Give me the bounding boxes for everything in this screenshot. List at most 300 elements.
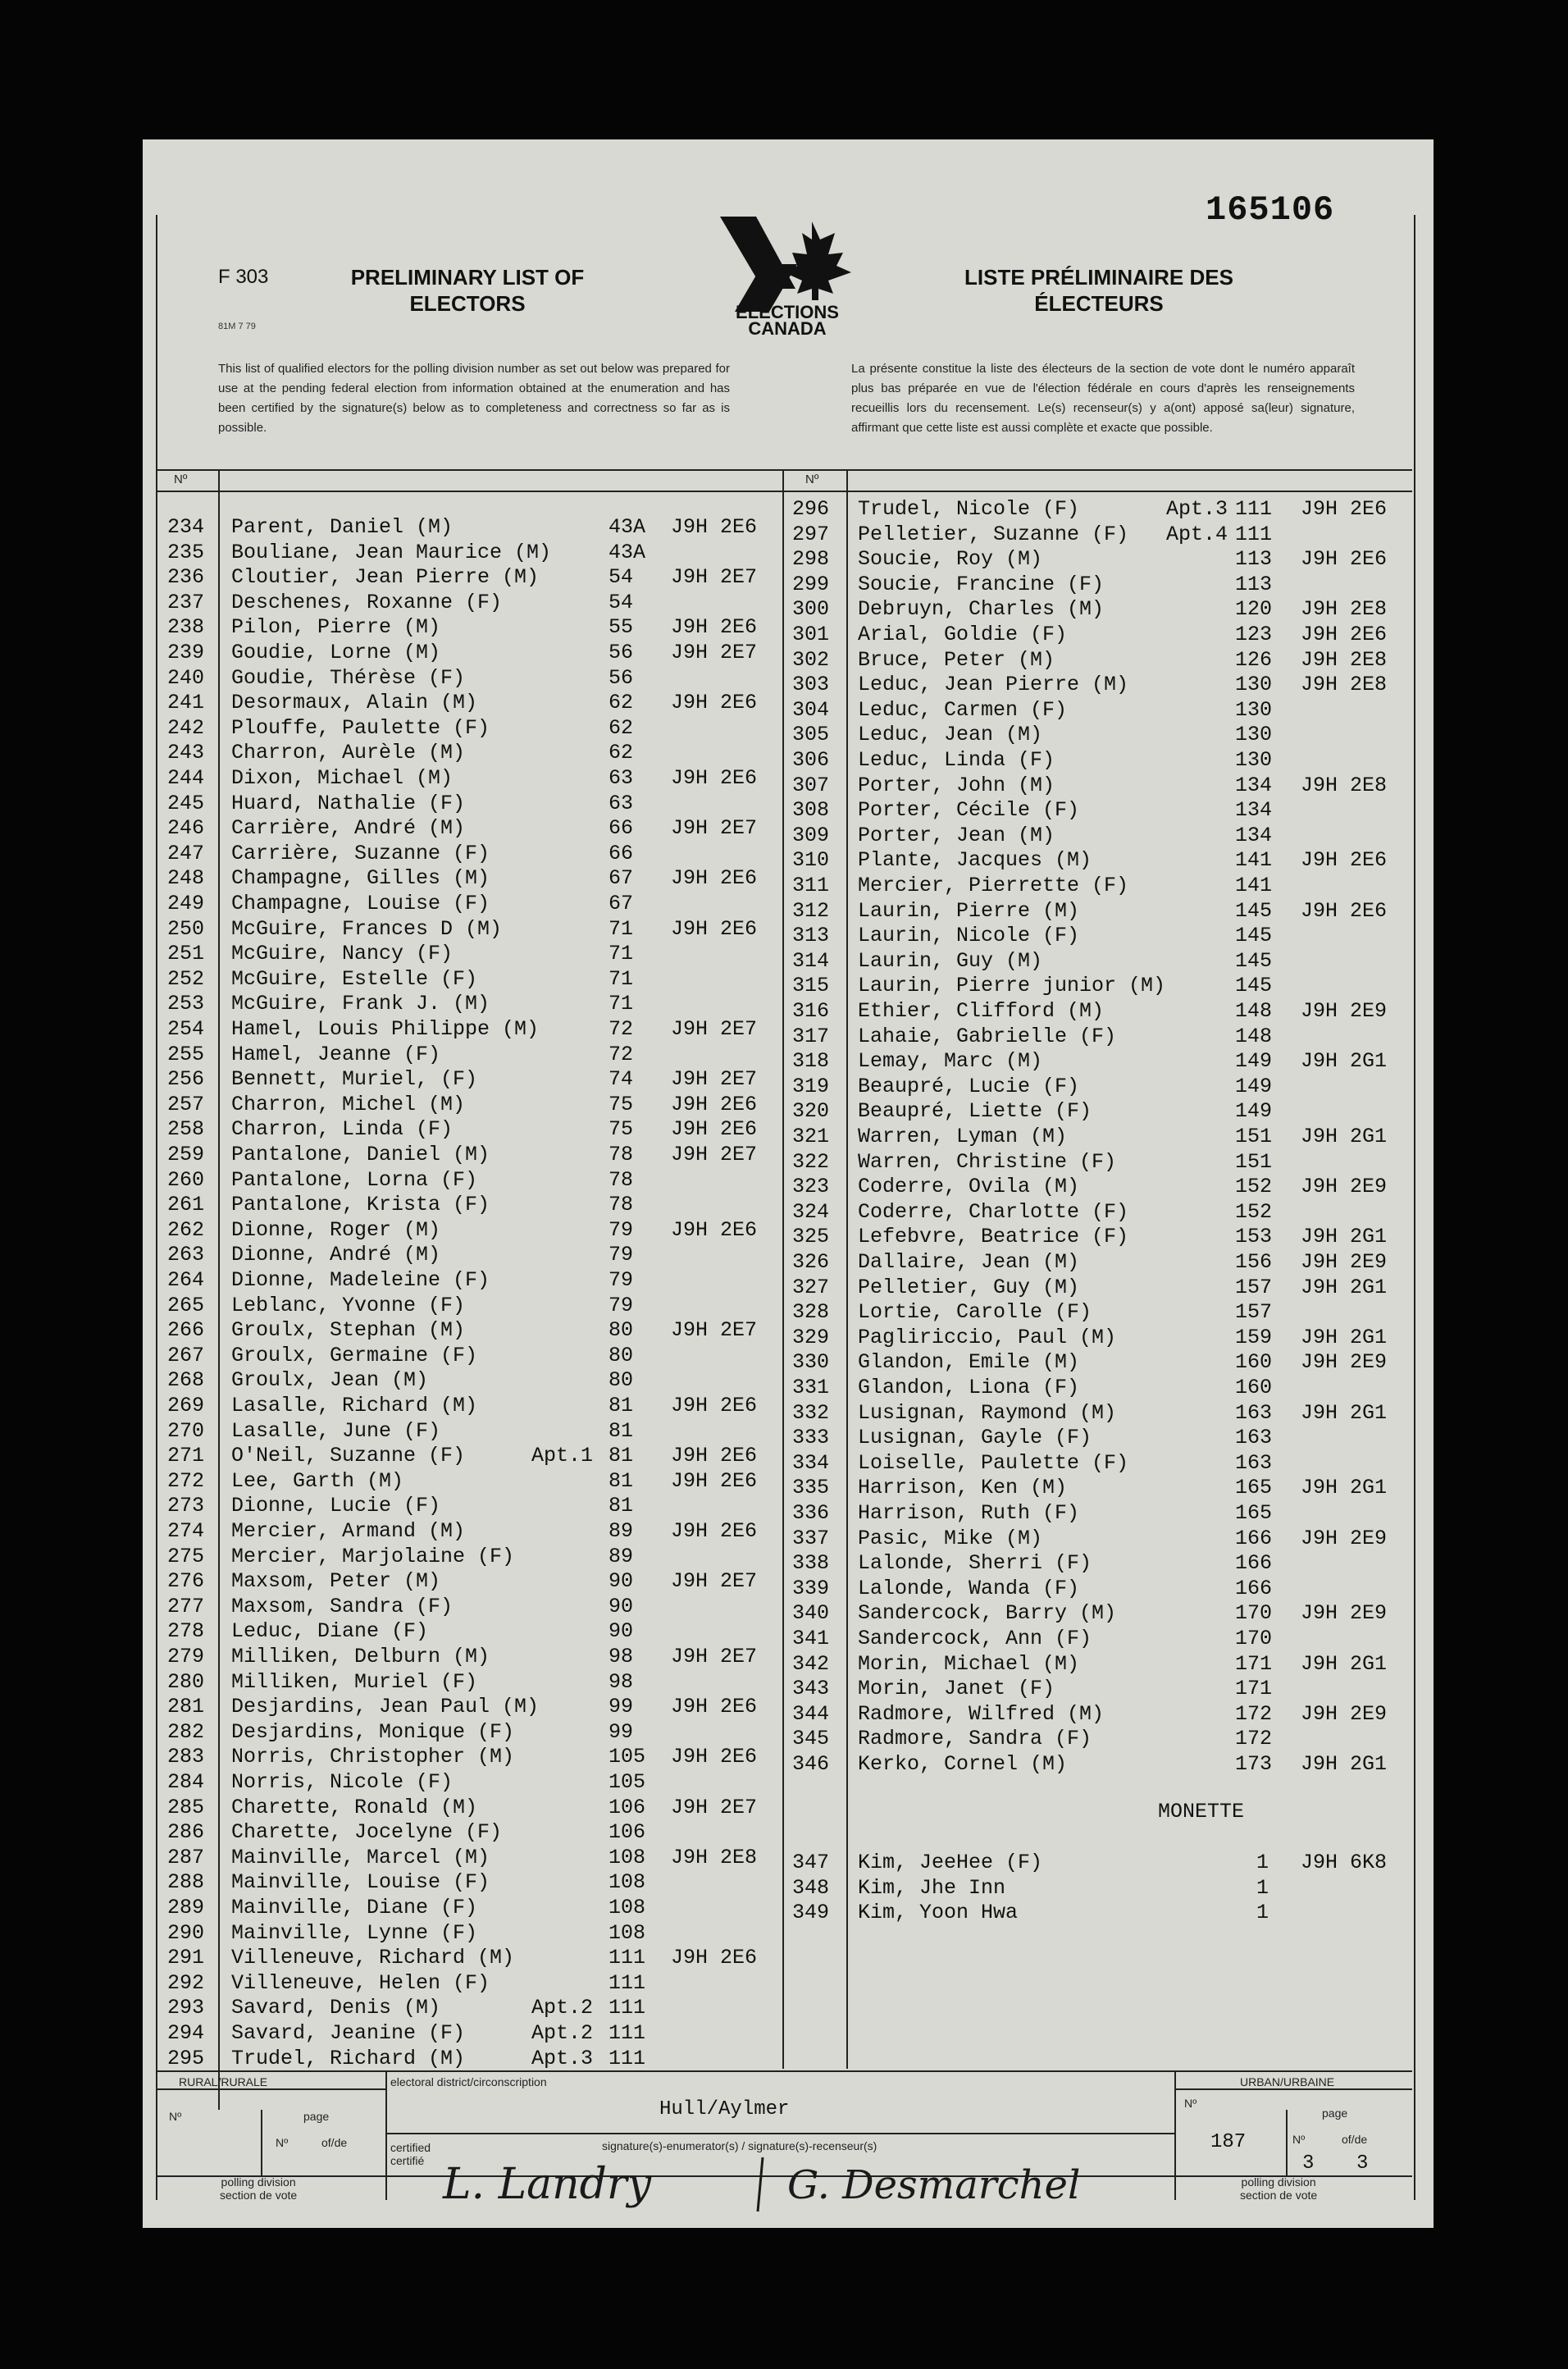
elector-name: Savard, Denis (M) [231,1996,441,2020]
elector-civic: 134 [1235,773,1273,797]
elector-no: 266 [167,1318,205,1343]
elector-no: 246 [167,816,205,841]
elector-postal: J9H 2G1 [1301,1325,1388,1349]
elector-civic: 98 [609,1669,634,1694]
elector-no: 336 [792,1501,830,1525]
elector-name: Lasalle, Richard (M) [231,1394,478,1417]
elector-civic: 72 [609,1017,634,1041]
elector-no: 338 [792,1551,830,1576]
elector-name: Leduc, Carmen (F) [858,697,1068,722]
elector-civic: 130 [1235,748,1273,772]
elector-civic: 148 [1235,1024,1273,1048]
elector-civic: 130 [1235,697,1273,722]
elector-no: 334 [792,1450,830,1475]
elector-name: Maxsom, Sandra (F) [231,1594,454,1618]
elector-civic: 166 [1235,1576,1273,1600]
elector-name: Bruce, Peter (M) [858,647,1055,672]
elector-name: Desjardins, Jean Paul (M) [231,1695,540,1719]
elector-civic: 151 [1235,1125,1273,1148]
elector-civic: 43A [609,540,646,564]
elector-postal: J9H 2G1 [1301,1275,1388,1299]
elector-civic: 71 [609,992,634,1016]
elector-postal: J9H 2E9 [1301,1350,1388,1375]
elector-name: Dallaire, Jean (M) [858,1250,1080,1274]
elector-name: Mainville, Lynne (F) [231,1920,478,1945]
elector-no: 319 [792,1074,830,1098]
elector-name: Laurin, Guy (M) [858,948,1043,973]
elector-name: Charron, Michel (M) [231,1092,466,1116]
elector-postal: J9H 2G1 [1301,1476,1388,1500]
elector-no: 242 [167,715,205,740]
elector-civic: 141 [1235,848,1273,873]
elector-no: 248 [167,866,205,891]
rural-page-label: page [303,2110,330,2123]
elector-name: Lusignan, Raymond (M) [858,1400,1117,1425]
elector-name: Groulx, Stephan (M) [231,1318,466,1343]
elector-civic: 145 [1235,948,1273,973]
elector-civic: 106 [609,1795,646,1819]
elector-postal: J9H 2E6 [671,766,758,790]
elector-name: Groulx, Germaine (F) [231,1343,478,1367]
elector-civic: 166 [1235,1526,1273,1550]
right-header-top-rule [782,469,1412,471]
elector-name: Trudel, Nicole (F) [858,497,1080,521]
elector-postal: J9H 2E6 [671,615,758,640]
elector-civic: 81 [609,1418,634,1443]
elector-civic: 56 [609,641,634,664]
elector-name: Mercier, Armand (M) [231,1519,466,1543]
left-number-header: Nº [174,472,188,486]
urban-page-label: page [1322,2107,1348,2120]
elector-civic: 111 [609,2046,646,2070]
elector-civic: 75 [609,1117,634,1142]
elector-no: 244 [167,766,205,790]
elector-name: Laurin, Pierre (M) [858,898,1080,923]
elector-no: 286 [167,1820,205,1845]
elector-no: 241 [167,691,205,715]
elector-no: 292 [167,1970,205,1995]
elector-postal: J9H 2E9 [1301,1701,1388,1726]
polling-division-number: 187 [1210,2131,1247,2153]
footer-top-rule [156,2070,1412,2072]
elector-postal: J9H 2E7 [671,1067,758,1092]
elector-civic: 111 [609,1996,646,2020]
elector-postal: J9H 2E6 [671,1519,758,1543]
elector-no: 271 [167,1444,205,1468]
elector-civic: 89 [609,1519,634,1543]
elector-no: 289 [167,1896,205,1919]
elector-civic: 99 [609,1695,634,1719]
urban-page-no-label: Nº [1292,2133,1306,2146]
elector-no: 252 [167,966,205,991]
elector-civic: 113 [1235,572,1273,596]
elector-postal: J9H 2E6 [671,1394,758,1417]
elector-no: 324 [792,1199,830,1224]
elector-no: 311 [792,874,830,897]
elector-no: 325 [792,1225,830,1249]
elector-no: 247 [167,841,205,865]
elector-civic: 71 [609,942,634,966]
elector-no: 309 [792,823,830,847]
elector-name: Bouliane, Jean Maurice (M) [231,540,552,564]
elector-no: 268 [167,1368,205,1393]
elector-no: 318 [792,1049,830,1074]
elector-name: Pagliriccio, Paul (M) [858,1325,1117,1349]
elector-no: 285 [167,1795,205,1819]
elector-name: McGuire, Nancy (F) [231,942,454,966]
elector-apt: Apt.4 [1166,522,1228,546]
elector-no: 329 [792,1325,830,1349]
elector-name: Charron, Aurèle (M) [231,741,466,765]
elector-no: 255 [167,1042,205,1066]
elector-no: 340 [792,1601,830,1626]
elector-civic: 56 [609,665,634,690]
elector-civic: 81 [609,1444,634,1468]
header-bottom-rule [156,491,1412,492]
elector-civic: 134 [1235,823,1273,847]
elector-civic: 123 [1235,623,1273,646]
elector-civic: 78 [609,1193,634,1217]
elector-civic: 171 [1235,1677,1273,1701]
elector-civic: 157 [1235,1275,1273,1299]
elector-no: 303 [792,673,830,697]
elector-civic: 80 [609,1343,634,1367]
elector-name: Kim, Yoon Hwa [858,1901,1019,1925]
rural-label: RURAL/RURALE [179,2075,268,2088]
elector-postal: J9H 2E6 [671,1695,758,1719]
elector-postal: J9H 2E7 [671,1795,758,1819]
elector-postal: J9H 2E7 [671,1318,758,1343]
elector-no: 280 [167,1669,205,1694]
elector-name: Lemay, Marc (M) [858,1049,1043,1074]
elector-no: 298 [792,547,830,572]
elector-civic: 111 [609,2021,646,2045]
elector-name: Beaupré, Liette (F) [858,1099,1092,1124]
elector-civic: 66 [609,816,634,841]
elector-civic: 108 [609,1920,646,1945]
elector-civic: 81 [609,1468,634,1493]
elector-no: 335 [792,1476,830,1500]
elector-civic: 81 [609,1494,634,1518]
elector-civic: 90 [609,1619,634,1644]
elector-no: 283 [167,1745,205,1769]
elector-civic: 126 [1235,647,1273,672]
elector-civic: 1 [1256,1901,1269,1925]
elector-no: 270 [167,1418,205,1443]
elector-no: 253 [167,992,205,1016]
elector-name: Radmore, Wilfred (M) [858,1701,1105,1726]
elector-civic: 43A [609,515,646,539]
elector-name: Leduc, Jean Pierre (M) [858,673,1129,697]
elector-name: Porter, Jean (M) [858,823,1055,847]
elector-postal: J9H 6K8 [1301,1851,1388,1874]
center-column-divider [782,469,784,2069]
elector-civic: 170 [1235,1627,1273,1650]
elector-civic: 75 [609,1092,634,1116]
elector-civic: 172 [1235,1701,1273,1726]
elector-postal: J9H 2E6 [671,866,758,891]
elector-civic: 145 [1235,924,1273,948]
page-total: 3 [1356,2152,1369,2175]
elector-name: Lalonde, Sherri (F) [858,1551,1092,1576]
elector-name: Arial, Goldie (F) [858,623,1068,646]
elector-name: Parent, Daniel (M) [231,515,454,539]
elector-no: 346 [792,1752,830,1776]
elector-name: Lee, Garth (M) [231,1468,404,1493]
elector-no: 269 [167,1394,205,1417]
elector-name: Plante, Jacques (M) [858,848,1092,873]
elector-civic: 1 [1256,1851,1269,1874]
elector-civic: 172 [1235,1727,1273,1751]
elector-civic: 166 [1235,1551,1273,1576]
elector-no: 245 [167,791,205,815]
elector-name: Pantalone, Lorna (F) [231,1167,478,1192]
elector-no: 331 [792,1376,830,1399]
elector-name: Porter, Cécile (F) [858,798,1080,823]
elector-no: 235 [167,540,205,564]
elector-civic: 79 [609,1217,634,1242]
elector-civic: 111 [1235,497,1273,521]
form-print-code: 81M 7 79 [218,322,256,331]
elector-no: 239 [167,641,205,664]
elector-civic: 108 [609,1896,646,1919]
elector-postal: J9H 2G1 [1301,1752,1388,1776]
elector-no: 301 [792,623,830,646]
elector-civic: 55 [609,615,634,640]
elector-name: Goudie, Thérèse (F) [231,665,466,690]
rural-page-no-label: Nº [276,2136,289,2149]
elector-no: 299 [792,572,830,596]
elector-name: Lalonde, Wanda (F) [858,1576,1080,1600]
elector-no: 262 [167,1217,205,1242]
elector-no: 276 [167,1569,205,1594]
elector-civic: 130 [1235,723,1273,747]
elector-no: 278 [167,1619,205,1644]
elector-name: Dionne, Roger (M) [231,1217,441,1242]
elector-postal: J9H 2E6 [671,1946,758,1970]
elector-name: Ethier, Clifford (M) [858,999,1105,1023]
elector-no: 250 [167,916,205,941]
elector-name: Debruyn, Charles (M) [858,597,1105,622]
left-header-top-rule [156,469,846,471]
elector-postal: J9H 2G1 [1301,1225,1388,1249]
elector-name: Kerko, Cornel (M) [858,1752,1068,1776]
elector-name: Kim, JeeHee (F) [858,1851,1043,1874]
elector-name: Mercier, Pierrette (F) [858,874,1129,897]
elector-no: 304 [792,697,830,722]
elector-civic: 79 [609,1268,634,1292]
elector-name: Soucie, Francine (F) [858,572,1105,596]
elector-name: Warren, Christine (F) [858,1149,1117,1174]
elector-name: Laurin, Nicole (F) [858,924,1080,948]
elector-name: Villeneuve, Helen (F) [231,1970,490,1995]
elector-no: 279 [167,1645,205,1668]
elector-no: 327 [792,1275,830,1299]
elector-postal: J9H 2E6 [671,1745,758,1769]
elector-name: Carrière, Suzanne (F) [231,841,490,865]
elector-civic: 153 [1235,1225,1273,1249]
elector-no: 349 [792,1901,830,1925]
elector-postal: J9H 2G1 [1301,1400,1388,1425]
elector-name: McGuire, Estelle (F) [231,966,478,991]
elector-civic: 159 [1235,1325,1273,1349]
elector-postal: J9H 2E6 [671,1444,758,1468]
elector-postal: J9H 2E6 [671,916,758,941]
elector-name: Mainville, Diane (F) [231,1896,478,1919]
elector-no: 300 [792,597,830,622]
elector-name: Cloutier, Jean Pierre (M) [231,565,540,590]
elector-no: 272 [167,1468,205,1493]
elector-civic: 149 [1235,1049,1273,1074]
elector-civic: 165 [1235,1476,1273,1500]
elector-postal: J9H 2G1 [1301,1125,1388,1148]
elector-no: 295 [167,2046,205,2070]
logo-text-canada: CANADA [748,318,827,338]
elector-name: Kim, Jhe Inn [858,1875,1006,1900]
elector-name: Lusignan, Gayle (F) [858,1426,1092,1450]
elector-postal: J9H 2E7 [671,1017,758,1041]
signature-1: L. Landry [443,2160,652,2209]
elector-civic: 106 [609,1820,646,1845]
elector-civic: 130 [1235,673,1273,697]
elector-postal: J9H 2E7 [671,1645,758,1668]
elector-name: Pantalone, Krista (F) [231,1193,490,1217]
elector-no: 257 [167,1092,205,1116]
elector-name: Leblanc, Yvonne (F) [231,1293,466,1317]
intro-french: La présente constitue la liste des électeurs de la section de vote dont le numéro apparaît plus bas préparée en vue de l'élection fédérale en cours d'après les renseignements recueillis lors du recensement. Le(s) recenseur(s) y a(ont) apposé sa(leur) signature, affirmant que cette liste est aussi complète et exacte que possible. [851,362,1355,435]
elector-civic: 152 [1235,1199,1273,1224]
elector-name: Hamel, Jeanne (F) [231,1042,441,1066]
elector-no: 265 [167,1293,205,1317]
elector-civic: 89 [609,1544,634,1568]
elector-civic: 152 [1235,1175,1273,1199]
rural-divider [385,2070,387,2200]
elector-name: Charron, Linda (F) [231,1117,454,1142]
elector-name: Lefebvre, Beatrice (F) [858,1225,1129,1249]
rural-polling-label: polling division section de vote [220,2175,298,2202]
elector-name: Beaupré, Lucie (F) [858,1074,1080,1098]
elector-no: 249 [167,892,205,915]
urban-no-label: Nº [1184,2097,1197,2110]
elector-civic: 79 [609,1293,634,1317]
elector-name: Coderre, Ovila (M) [858,1175,1080,1199]
elector-civic: 163 [1235,1426,1273,1450]
elector-no: 306 [792,748,830,772]
title-french: LISTE PRÉLIMINAIRE DES ÉLECTEURS [964,265,1233,316]
elector-no: 296 [792,497,830,521]
elector-postal: J9H 2E6 [1301,848,1388,873]
elector-civic: 163 [1235,1450,1273,1475]
elector-name: Desormaux, Alain (M) [231,691,478,715]
elector-no: 293 [167,1996,205,2020]
elector-no: 321 [792,1125,830,1148]
elector-postal: J9H 2E7 [671,816,758,841]
elector-postal: J9H 2E7 [671,565,758,590]
elector-name: Coderre, Charlotte (F) [858,1199,1129,1224]
elector-name: McGuire, Frank J. (M) [231,992,490,1016]
elector-postal: J9H 2E6 [671,1217,758,1242]
logo-text-elections: ELECTIONS [736,302,839,322]
elector-no: 260 [167,1167,205,1192]
elector-no: 263 [167,1243,205,1267]
elector-postal: J9H 2E6 [671,1117,758,1142]
urban-header-rule [1174,2088,1412,2090]
elector-civic: 120 [1235,597,1273,622]
elector-civic: 54 [609,565,634,590]
elector-no: 254 [167,1017,205,1041]
elector-no: 240 [167,665,205,690]
elector-no: 291 [167,1946,205,1970]
elector-civic: 90 [609,1594,634,1618]
elector-no: 290 [167,1920,205,1945]
elector-civic: 1 [1256,1875,1269,1900]
elector-civic: 90 [609,1569,634,1594]
elector-civic: 81 [609,1394,634,1417]
elector-name: Pasic, Mike (M) [858,1526,1043,1550]
elector-civic: 98 [609,1645,634,1668]
elector-civic: 145 [1235,898,1273,923]
elector-name: Radmore, Sandra (F) [858,1727,1092,1751]
elector-civic: 149 [1235,1099,1273,1124]
elector-name: Leduc, Jean (M) [858,723,1043,747]
elector-no: 258 [167,1117,205,1142]
elector-no: 316 [792,999,830,1023]
rural-no-label: Nº [169,2110,182,2123]
elector-civic: 141 [1235,874,1273,897]
elector-no: 277 [167,1594,205,1618]
elector-no: 236 [167,565,205,590]
elector-postal: J9H 2E6 [1301,898,1388,923]
elector-civic: 78 [609,1143,634,1166]
elector-name: Leduc, Diane (F) [231,1619,429,1644]
elector-civic: 151 [1235,1149,1273,1174]
elector-name: Lortie, Carolle (F) [858,1300,1092,1325]
elector-no: 287 [167,1845,205,1869]
elector-postal: J9H 2E6 [671,691,758,715]
elector-no: 305 [792,723,830,747]
elector-name: Goudie, Lorne (M) [231,641,441,664]
signature-2: G. Desmarchel [787,2162,1081,2208]
elector-name: Sandercock, Ann (F) [858,1627,1092,1650]
elector-no: 315 [792,974,830,998]
elector-civic: 99 [609,1719,634,1744]
elector-postal: J9H 2G1 [1301,1049,1388,1074]
elector-name: Soucie, Roy (M) [858,547,1043,572]
elector-civic: 63 [609,766,634,790]
elector-no: 330 [792,1350,830,1375]
form-number: F 303 [218,266,269,288]
elector-civic: 74 [609,1067,634,1092]
elector-postal: J9H 2E8 [1301,597,1388,622]
elector-civic: 173 [1235,1752,1273,1776]
elector-no: 343 [792,1677,830,1701]
elector-name: Pantalone, Daniel (M) [231,1143,490,1166]
elector-no: 288 [167,1870,205,1895]
right-number-divider [846,469,848,2069]
elector-no: 275 [167,1544,205,1568]
elector-no: 284 [167,1770,205,1794]
elector-civic: 78 [609,1167,634,1192]
elector-name: Huard, Nathalie (F) [231,791,466,815]
elector-civic: 157 [1235,1300,1273,1325]
elector-postal: J9H 2G1 [1301,1651,1388,1676]
elector-civic: 113 [1235,547,1273,572]
elector-civic: 108 [609,1870,646,1895]
elector-name: Mercier, Marjolaine (F) [231,1544,515,1568]
elector-no: 345 [792,1727,830,1751]
elector-civic: 62 [609,715,634,740]
elector-civic: 108 [609,1845,646,1869]
